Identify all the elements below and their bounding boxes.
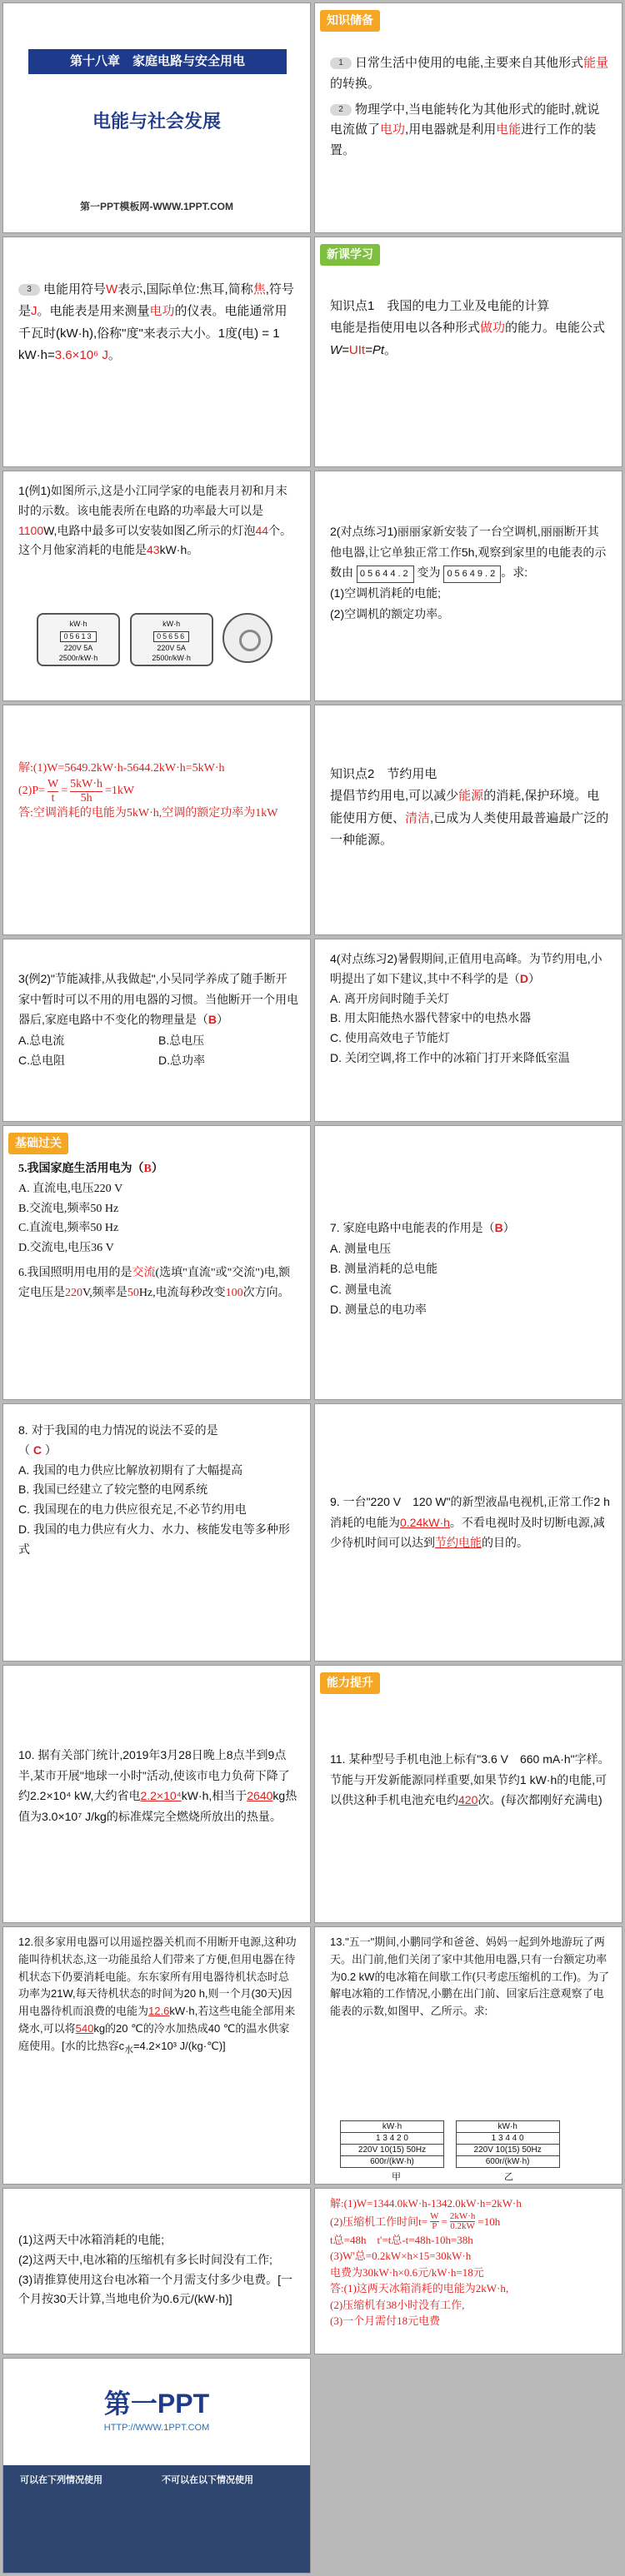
- example-1-slide: [2, 471, 311, 701]
- brand-url: HTTP://WWW.1PPT.COM: [103, 2423, 210, 2433]
- example-2-options: A.总电流 B.总电压 C.总电阻 D.总功率: [18, 1033, 205, 1067]
- meter-end: kW·h 05656 220V 5A 2500r/kW·h: [130, 613, 213, 666]
- bullet-1: 1: [330, 57, 352, 69]
- q9-slide: [314, 1403, 622, 1662]
- q10-slide: [2, 1665, 311, 1923]
- q13-subquestions-slide: [2, 2188, 311, 2354]
- example-2-question: 3(例2)"节能减排,从我做起",小吴同学养成了随手断开家中暂时可以不用的用电器的习惯。当他断开一个用电器后,家庭电路中不变化的物理量是（B） A.总电流 B.总电压 C.总电阻 D.总功率: [18, 969, 298, 1071]
- practice-1-slide: [314, 471, 622, 701]
- q13-text: 13."五一"期间,小鹏同学和爸爸、妈妈一起到外地游玩了两天。出门前,他们关闭了家中其他用电器,只有一台额定功率为0.2 kW的电冰箱在间歇工作(只考虑压缩机的工作)。为了解电冰箱的工作情况,小鹏在出门前、回家后注意观察了电能表的示数,如图甲、乙所示。求:: [330, 1936, 610, 2018]
- example-2-slide: [2, 939, 311, 1122]
- bullet-2: 2: [330, 104, 352, 116]
- brand-info-band: 可以在下列情况使用 不可以在以下情况使用: [3, 2465, 310, 2573]
- q8-slide: [2, 1403, 311, 1662]
- section-tag: 新课学习: [320, 244, 380, 266]
- q12-slide: [2, 1926, 311, 2185]
- meter-table-after: kW·h 1 3 4 4 0 220V 10(15) 50Hz 600r/(kW·h): [456, 2120, 560, 2168]
- reading-after: 05649.2: [443, 566, 501, 583]
- solution-1-slide: [2, 705, 311, 935]
- practice-1-question: 2(对点练习1)丽丽家新安装了一台空调机,丽丽断开其他电器,让它单独正常工作5h,观察到家里的电能表的示数由 05644.2 变为 05649.2 。求: (1)空调机消耗的电能; (2)空调机的额定功率。: [330, 525, 607, 620]
- q13-subquestions: (1)这两天中冰箱消耗的电能; (2)这两天中,电冰箱的压缩机有多长时间没有工作; (3)请推算使用这台电冰箱一个月需支付多少电费。[一个月按30天计算,当地电价为0.6元/(kW·h)]: [18, 2233, 292, 2306]
- meter-figure: [37, 613, 272, 666]
- new-lesson-slide: [314, 237, 622, 467]
- reading-before: 05644.2: [357, 566, 414, 583]
- q10-text: 10. 据有关部门统计,2019年3月28日晚上8点半到9点半,某市开展"地球一小时"活动,使该市电力负荷下降了约2.2×10⁴ kW,大约省电2.2×10⁴kW·h,相当于2640kg热值为3.0×10⁷ J/kg的标准煤完全燃烧所放出的热量。: [18, 1748, 298, 1823]
- footer-text: 第一PPT模板网-WWW.1PPT.COM: [80, 201, 233, 212]
- knowledge-text: 1 日常生活中使用的电能,主要来自其他形式能量的转换。 2 物理学中,当电能转化为其他形式的能时,就说电流做了电功,用电器就是利用电能进行工作的装置。: [330, 56, 609, 157]
- practice-2-slide: [314, 939, 622, 1122]
- meter-tables: kW·h 1 3 4 2 0 220V 10(15) 50Hz 600r/(kW·h) kW·h 1 3 4 4 0 220V 10(15) 50Hz 600r/(kW·h) 甲 乙: [340, 2120, 568, 2185]
- q13-slide: [314, 1926, 622, 2185]
- chapter-banner: 第十八章 家庭电路与安全用电: [28, 49, 287, 74]
- meter-table-before: kW·h 1 3 4 2 0 220V 10(15) 50Hz 600r/(kW·h): [340, 2120, 444, 2168]
- section-tag: 能力提升: [320, 1672, 380, 1694]
- section-tag: 知识储备: [320, 10, 380, 32]
- knowledge-2-slide: [314, 705, 622, 935]
- section-tag: 基础过关: [8, 1133, 68, 1154]
- slide-title: 电能与社会发展: [92, 111, 221, 132]
- knowledge-2-text: 知识点2 节约用电 提倡节约用电,可以减少能源的消耗,保护环境。电能使用方便、清洁,已成为人类使用最普遍最广泛的一种能源。: [330, 767, 609, 847]
- solution-13-text: 解:(1)W=1344.0kW·h-1342.0kW·h=2kW·h (2)压缩机工作时间t= $\frac{W}{P}$ = $\frac{2kW\cdot h}{0.2kW}$ =10h t总=48h t'=t总-t=48h-10h=38h (3)W'总=0.2kW×h×15=30kW·h 电费为30kW·h×0.6元/kW·h=18元 答:(1)这两天冰箱消耗的电能为2kW·h, (2)压缩机有38小时没有工作, (3)一个月需付18元电费: [330, 2197, 522, 2328]
- basic-practice-text: 5.我国家庭生活用电为（B） A. 直流电,电压220 V B.交流电,频率50 Hz C.直流电,频率50 Hz D.交流电,电压36 V 6.我国照明用电用的是交流(选填"直流"或"交流")电,额定电压是220V,频率是50Hz,电流每秒改变100次方向。: [18, 1163, 291, 1299]
- bulb-figure: [222, 613, 272, 663]
- bullet-3: 3: [18, 284, 40, 296]
- q7-slide: [314, 1125, 622, 1400]
- q8-text: 8. 对于我国的电力情况的说法不妥的是 （ C ） A. 我国的电力供应比解放初期有了大幅提高 B. 我国已经建立了较完整的电网系统 C. 我国现在的电力供应很充足,不必节约用电 D. 我国的电力供应有火力、水力、核能发电等多种形式: [18, 1423, 290, 1556]
- solution-1-text: 解:(1)W=5649.2kW·h-5644.2kW·h=5kW·h (2)P= $\frac{W}{t}$ = $\frac{5kW\cdot h}{5h}$ =1kW 答:空调消耗的电能为5kW·h,空调的额定功率为1kW: [18, 762, 278, 820]
- knowledge-slide: [314, 2, 622, 233]
- meter-start: kW·h 05613 220V 5A 2500r/kW·h: [37, 613, 120, 666]
- q7-text: 7. 家庭电路中电能表的作用是（B） A. 测量电压 B. 测量消耗的总电能 C. 测量电流 D. 测量总的电功率: [330, 1221, 515, 1316]
- energy-symbol-text: 3 电能用符号W表示,国际单位:焦耳,简称焦,符号是J。电能表是用来测量电功的仪表。电能通常用千瓦时(kW·h),俗称"度"来表示大小。1度(电) = 1 kW·h=3.6×10⁶ J。: [18, 282, 294, 362]
- brand-logo: 第一PPT: [103, 2389, 210, 2419]
- q12-text: 12.很多家用电器可以用遥控器关机而不用断开电源,这种功能叫待机状态,这一功能虽给人们带来了方便,但用电器在待机状态下仍要消耗电能。东东家所有用电器待机状态时总功率为21W,每天待机状态的时间为20 h,则一个月(30天)因用电器待机而浪费的电能为12.6kW·h,若这些电能全部用来烧水,可以将540kg的20 ℃的冷水加热成40 ℃的温水供家庭使用。[水的比热容$c_水=4.2\times 10^3$ J/(kg·℃)]: [18, 1936, 297, 2055]
- q9-text: 9. 一台"220 V 120 W"的新型液晶电视机,正常工作2 h消耗的电能为0.24kW·h。不看电视时及时切断电源,减少待机时间可以达到节约电能的目的。: [330, 1495, 610, 1549]
- energy-symbol-slide: [2, 237, 311, 467]
- practice-2-question: 4(对点练习2)暑假期间,正值用电高峰。为节约用电,小明提出了如下建议,其中不科学的是（D） A. 离开房间时随手关灯 B. 用太阳能热水器代替家中的电热水器 C. 使用高效电子节能灯 D. 关闭空调,将工作中的冰箱门打开来降低室温: [330, 952, 602, 1064]
- title-slide: [2, 2, 311, 233]
- q11-text: 11. 某种型号手机电池上标有"3.6 V 660 mA·h"字样。节能与开发新能源同样重要,如果节约1 kW·h的电能,可以供这种手机电池充电约420次。(每次都刚好充满电): [330, 1752, 610, 1806]
- brand-slide: [2, 2358, 311, 2574]
- example-1-question: 1(例1)如图所示,这是小江同学家的电能表月初和月末时的示数。该电能表所在电路的功率最大可以是1100W,电路中最多可以安装如图乙所示的灯泡44个。这个月他家消耗的电能是43kW·h。: [18, 484, 292, 557]
- solution-13-slide: [314, 2188, 622, 2354]
- basic-practice-slide: [2, 1125, 311, 1400]
- new-lesson-text: 知识点1 我国的电力工业及电能的计算 电能是指使用电以各种形式做功的能力。电能公式W=UIt=Pt。: [330, 299, 606, 357]
- ability-slide: [314, 1665, 622, 1923]
